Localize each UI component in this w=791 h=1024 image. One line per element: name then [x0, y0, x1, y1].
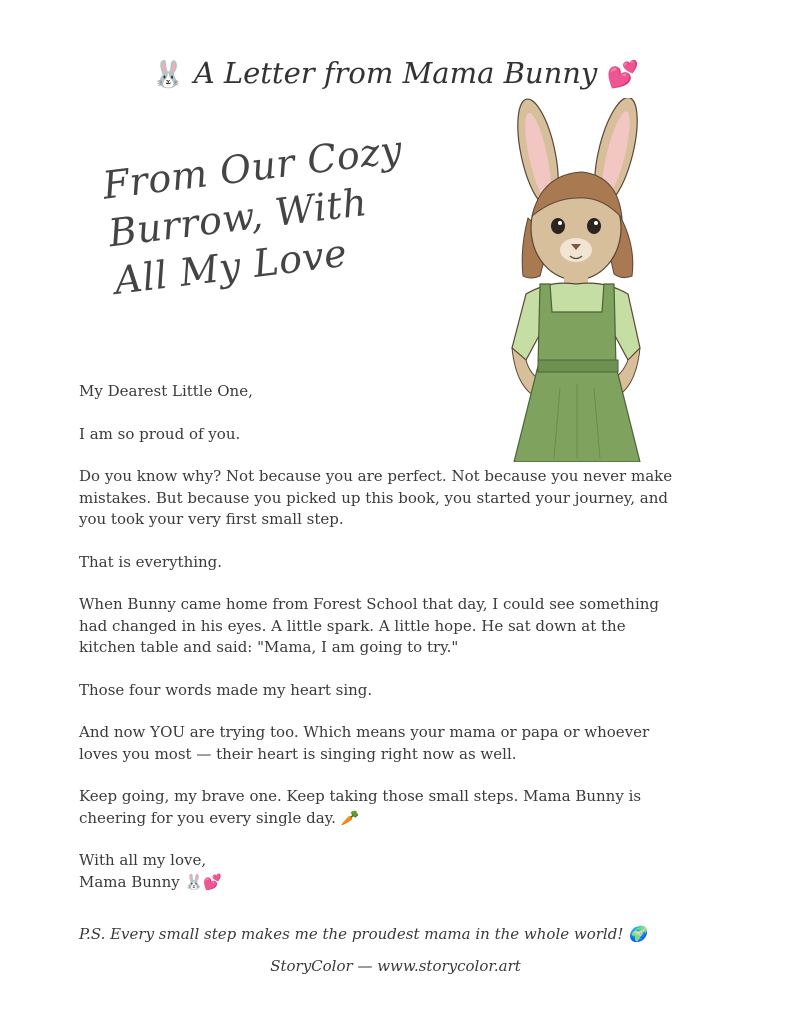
- title-text: A Letter from Mama Bunny: [193, 56, 598, 90]
- signature: Mama Bunny 🐰💕: [79, 872, 222, 891]
- script-tagline: From Our Cozy Burrow, With All My Love: [100, 127, 405, 303]
- signature-block: [79, 850, 679, 893]
- paragraph: Those four words made my heart sing.: [79, 680, 373, 699]
- paragraph: I am so proud of you.: [79, 424, 241, 443]
- letter-title: [0, 56, 791, 90]
- letter-body: [79, 381, 679, 893]
- bunny-icon: 🐰: [152, 60, 185, 90]
- footer-credit: StoryColor — www.storycolor.art: [270, 957, 521, 975]
- paragraph: When Bunny came home from Forest School that day, I could see something had changed in his eyes. A little spark. A little hope. He sat down at the kitchen table and said: "Mama, I am going to try.": [79, 595, 660, 656]
- two-hearts-icon: 💕: [606, 60, 639, 90]
- paragraph: That is everything.: [79, 552, 223, 571]
- paragraph: Do you know why? Not because you are perfect. Not because you never make mistakes. But because you picked up this book, you started your journey, and you took your very first small step.: [79, 467, 673, 528]
- greeting: My Dearest Little One,: [79, 382, 253, 400]
- paragraph: Keep going, my brave one. Keep taking those small steps. Mama Bunny is cheering for you every single day. 🥕: [79, 787, 642, 827]
- paragraph: And now YOU are trying too. Which means your mama or papa or whoever loves you most — their heart is singing right now as well.: [79, 723, 650, 763]
- closing: With all my love,: [79, 851, 207, 869]
- postscript: P.S. Every small step makes me the proudest mama in the whole world! 🌍: [79, 925, 647, 943]
